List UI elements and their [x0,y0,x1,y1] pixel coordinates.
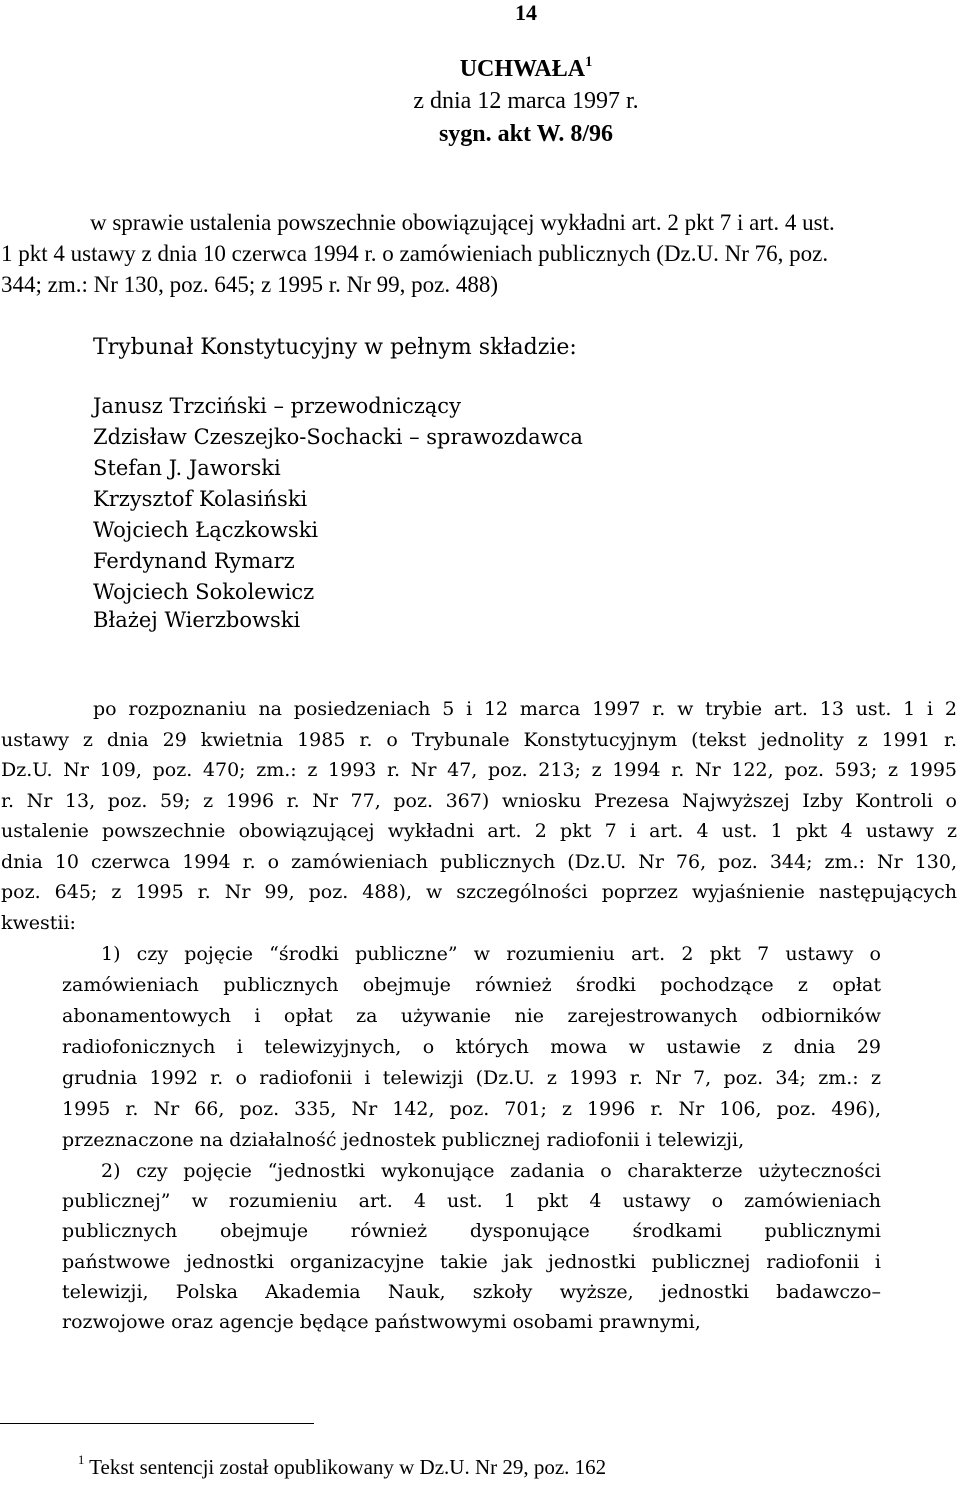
bench-member: Wojciech Sokolewicz [93,580,315,604]
question-1-line: przeznaczone na działalność jednostek publicznej radiofonii i telewizji, [62,1129,745,1151]
body-line: ustalenie powszechnie obowiązującej wykładni art. 2 pkt 7 i art. 4 ust. 1 pkt 4 ustawy z [1,820,957,842]
body-line: po rozpoznaniu na posiedzeniach 5 i 12 marca 1997 r. w trybie art. 13 ust. 1 i 2 [93,698,957,720]
resolution-date: z dnia 12 marca 1997 r. [413,88,639,114]
page-number: 14 [515,0,537,25]
question-2-line: rozwojowe oraz agencje będące państwowymi osobami prawnymi, [62,1311,701,1333]
question-2-line: telewizji, Polska Akademia Nauk, szkoły wyższe, jednostki badawczo– [62,1281,881,1303]
footnote-text: Tekst sentencji został opublikowany w Dz.U. Nr 29, poz. 162 [89,1455,607,1479]
question-2-line: publicznej” w rozumieniu art. 4 ust. 1 pkt 4 ustawy o zamówieniach [62,1190,881,1212]
footnote-separator [0,1423,314,1424]
footnote-number: 1 [78,1453,85,1467]
body-line: dnia 10 czerwca 1994 r. o zamówieniach publicznych (Dz.U. Nr 76, poz. 344; zm.: Nr 130, [1,851,957,873]
case-signature: sygn. akt W. 8/96 [438,121,614,147]
bench-member: Janusz Trzciński – przewodniczący [93,394,461,418]
question-1-line: radiofonicznych i telewizyjnych, o których mowa w ustawie z dnia 29 [62,1036,881,1058]
question-2-line: 2) czy pojęcie “jednostki wykonujące zadania o charakterze użyteczności [101,1160,881,1182]
body-line: poz. 645; z 1995 r. Nr 99, poz. 488), w szczególności poprzez wyjaśnienie następujących [1,881,957,903]
question-1-line: grudnia 1992 r. o radiofonii i telewizji (Dz.U. z 1993 r. Nr 7, poz. 34; zm.: z [62,1067,881,1089]
footnote-reference: 1 [585,54,593,70]
question-1-line: 1995 r. Nr 66, poz. 335, Nr 142, poz. 701; z 1996 r. Nr 106, poz. 496), [62,1098,881,1120]
resolution-title-text: UCHWAŁA [459,56,586,82]
resolution-title [0,56,960,83]
body-line: kwestii: [1,912,76,934]
footnote [78,1455,606,1480]
body-line: ustawy z dnia 29 kwietnia 1985 r. o Trybunale Konstytucyjnym (tekst jednolity z 1991 r. [1,729,957,751]
bench-member: Zdzisław Czeszejko-Sochacki – sprawozdawca [93,425,583,449]
bench-member: Stefan J. Jaworski [93,456,281,480]
question-1-line: 1) czy pojęcie “środki publiczne” w rozumieniu art. 2 pkt 7 ustawy o [101,943,881,965]
question-1-line: abonamentowych i opłat za używanie nie zarejestrowanych odbiorników [62,1005,881,1027]
bench-member: Krzysztof Kolasiński [93,487,308,511]
question-2-line: państwowe jednostki organizacyjne takie jak jednostki publicznej radiofonii i [62,1251,881,1273]
bench-heading: Trybunał Konstytucyjny w pełnym składzie: [93,335,577,360]
body-line: r. Nr 13, poz. 59; z 1996 r. Nr 77, poz. 367) wniosku Prezesa Najwyższej Izby Kontroli o [1,790,957,812]
subject-line-2: 1 pkt 4 ustawy z dnia 10 czerwca 1994 r. o zamówieniach publicznych (Dz.U. Nr 76, poz. [1,241,829,266]
subject-line-1: w sprawie ustalenia powszechnie obowiązującej wykładni art. 2 pkt 7 i art. 4 ust. [90,210,835,235]
bench-member: Wojciech Łączkowski [93,518,319,542]
question-1-line: zamówieniach publicznych obejmuje również środki pochodzące z opłat [62,974,881,996]
body-line: Dz.U. Nr 109, poz. 470; zm.: z 1993 r. Nr 47, poz. 213; z 1994 r. Nr 122, poz. 593; z 1995 [1,759,957,781]
bench-member: Ferdynand Rymarz [93,549,295,573]
question-2-line: publicznych obejmuje również dysponujące środkami publicznymi [62,1220,881,1242]
subject-line-3: 344; zm.: Nr 130, poz. 645; z 1995 r. Nr 99, poz. 488) [1,272,498,297]
bench-member: Błażej Wierzbowski [93,608,301,632]
